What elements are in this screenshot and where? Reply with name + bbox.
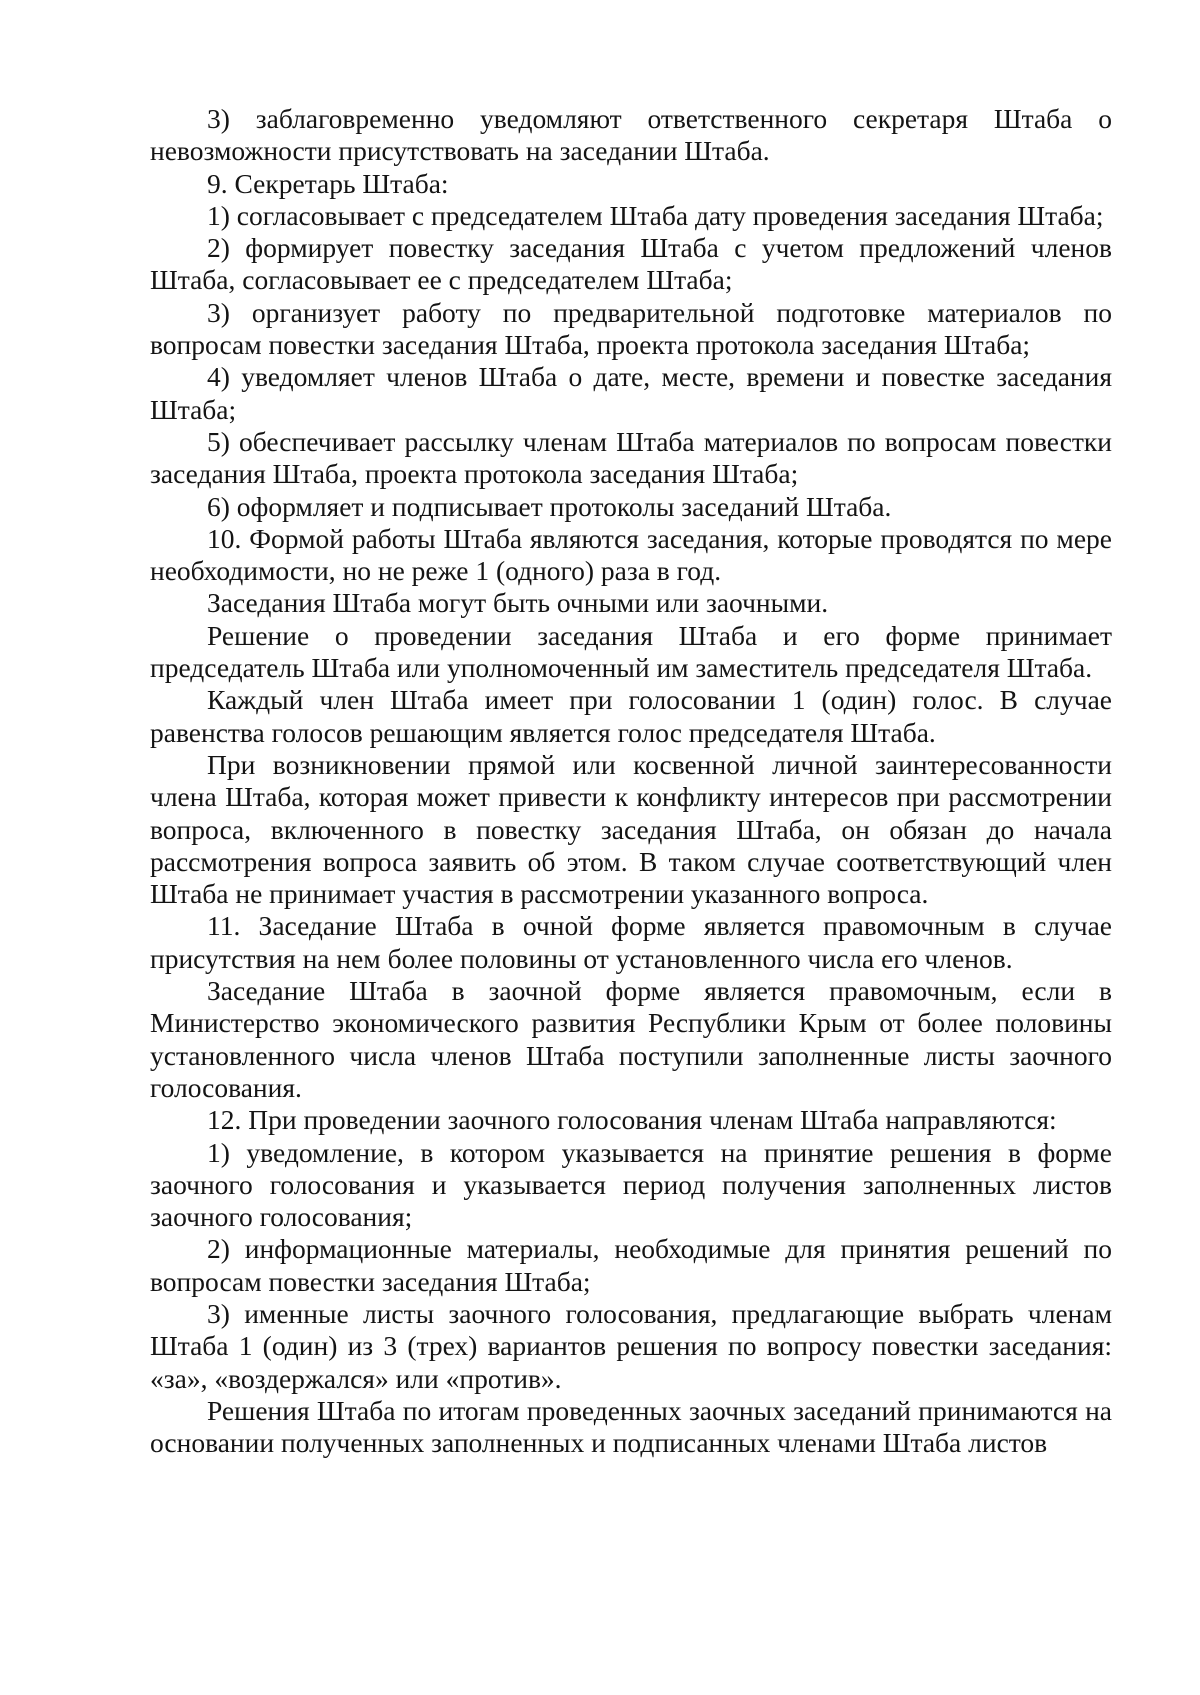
paragraph-10-forms: Заседания Штаба могут быть очными или заочными. [207, 587, 829, 619]
paragraph-9-6: 6) оформляет и подписывает протоколы заседаний Штаба. [207, 490, 892, 522]
paragraph-9-2: 2) формирует повестку заседания Штаба с учетом предложений членов Штаба, согласовывает ее с председателем Штаба; [150, 232, 1112, 296]
paragraph-12-2: 2) информационные материалы, необходимые для принятия решений по вопросам повестки заседания Штаба; [150, 1233, 1112, 1297]
paragraph-12-decisions: Решения Штаба по итогам проведенных заочных заседаний принимаются на основании полученных заполненных и подписанных членами Штаба листов [150, 1394, 1112, 1459]
paragraph-12-3: 3) именные листы заочного голосования, предлагающие выбрать членам Штаба 1 (один) из 3 (трех) вариантов решения по вопросу повестки заседания: «за», «воздержался» или «против». [150, 1297, 1112, 1394]
paragraph-9-4: 4) уведомляет членов Штаба о дате, месте, времени и повестке заседания Штаба; [150, 361, 1112, 425]
paragraph-12: 12. При проведении заочного голосования членам Штаба направляются: [207, 1104, 1057, 1136]
paragraph-9-heading: 9. Секретарь Штаба: [207, 167, 449, 199]
paragraph-12-1: 1) уведомление, в котором указывается на принятие решения в форме заочного голосования и указывается период получения заполненных листов заочного голосования; [150, 1136, 1112, 1233]
paragraph-11: 11. Заседание Штаба в очной форме является правомочным в случае присутствия на нем более половины от установленного числа его членов. [150, 910, 1112, 974]
paragraph-11-absentee: Заседание Штаба в заочной форме является правомочным, если в Министерство экономического развития Республики Крым от более половины установленного числа членов Штаба поступили заполненные листы заочного голосования. [150, 975, 1112, 1103]
paragraph-10-decision: Решение о проведении заседания Штаба и его форме принимает председатель Штаба или уполномоченный им заместитель председателя Штаба. [150, 619, 1112, 684]
paragraph-9-5: 5) обеспечивает рассылку членам Штаба материалов по вопросам повестки заседания Штаба, проекта протокола заседания Штаба; [150, 425, 1112, 490]
paragraph-9-1: 1) согласовывает с председателем Штаба дату проведения заседания Штаба; [207, 199, 1104, 231]
paragraph-10-votes: Каждый член Штаба имеет при голосовании 1 (один) голос. В случае равенства голосов решающим является голос председателя Штаба. [150, 684, 1112, 748]
paragraph-10-conflict: При возникновении прямой или косвенной личной заинтересованности члена Штаба, которая может привести к конфликту интересов при рассмотрении вопроса, включенного в повестку заседания Штаба, он обязан до начала рассмотрения вопроса заявить об этом. В таком случае соответствующий член Штаба не принимает участия в рассмотрении указанного вопроса. [150, 748, 1112, 910]
paragraph-8-3: 3) заблаговременно уведомляют ответственного секретаря Штаба о невозможности присутствовать на заседании Штаба. [150, 103, 1112, 167]
document-page [150, 103, 1112, 1459]
paragraph-9-3: 3) организует работу по предварительной подготовке материалов по вопросам повестки заседания Штаба, проекта протокола заседания Штаба; [150, 296, 1112, 361]
paragraph-10: 10. Формой работы Штаба являются заседания, которые проводятся по мере необходимости, но не реже 1 (одного) раза в год. [150, 522, 1112, 587]
